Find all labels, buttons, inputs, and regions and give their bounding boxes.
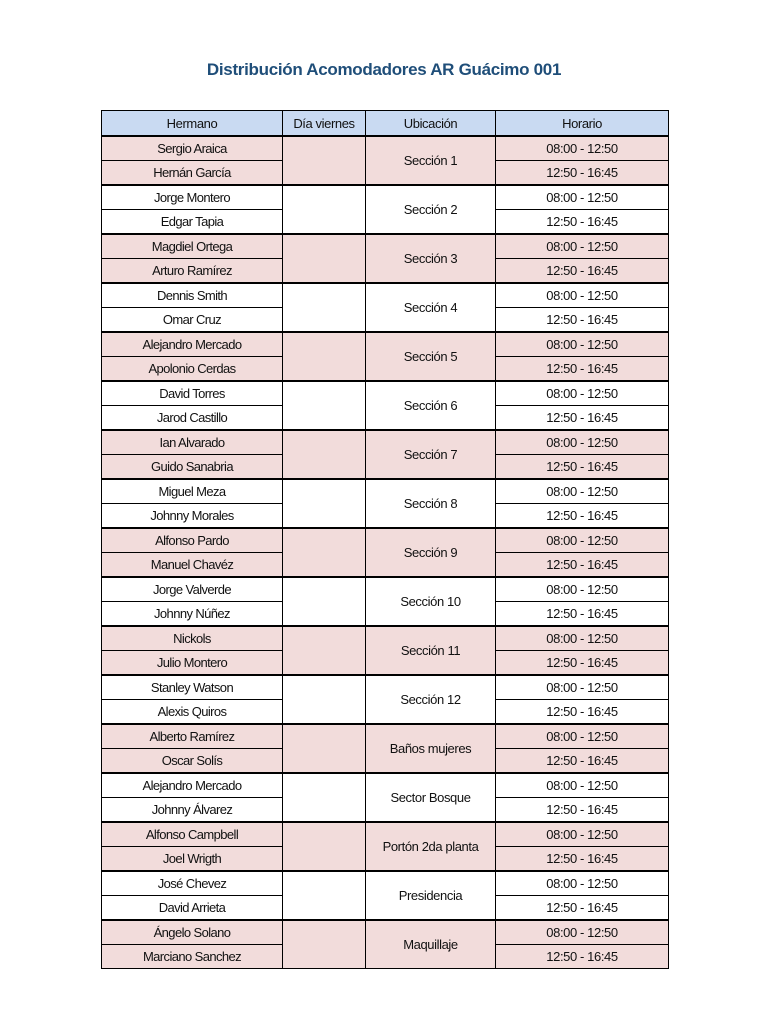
horario-cell: 12:50 - 16:45: [496, 602, 669, 627]
assignment-group: [102, 577, 669, 626]
horario-cell: 08:00 - 12:50: [496, 773, 669, 798]
table-row: [102, 920, 669, 945]
ubicacion-cell: Sección 11: [366, 626, 496, 675]
assignment-group: [102, 871, 669, 920]
hermano-cell: Alberto Ramírez: [102, 724, 283, 749]
horario-cell: 08:00 - 12:50: [496, 626, 669, 651]
ubicacion-cell: Maquillaje: [366, 920, 496, 969]
hermano-cell: Miguel Meza: [102, 479, 283, 504]
assignment-group: [102, 675, 669, 724]
dia-viernes-cell: [283, 381, 366, 430]
table-row: [102, 332, 669, 357]
dia-viernes-cell: [283, 430, 366, 479]
table-row: [102, 381, 669, 406]
assignment-group: [102, 920, 669, 969]
hermano-cell: José Chevez: [102, 871, 283, 896]
table-row: [102, 136, 669, 161]
horario-cell: 12:50 - 16:45: [496, 455, 669, 480]
ubicacion-cell: Sección 1: [366, 136, 496, 185]
horario-cell: 08:00 - 12:50: [496, 577, 669, 602]
table-row: [102, 430, 669, 455]
table-row: [102, 185, 669, 210]
horario-cell: 12:50 - 16:45: [496, 798, 669, 823]
horario-cell: 12:50 - 16:45: [496, 896, 669, 921]
hermano-cell: Alfonso Pardo: [102, 528, 283, 553]
hermano-cell: Omar Cruz: [102, 308, 283, 333]
horario-cell: 08:00 - 12:50: [496, 234, 669, 259]
assignment-group: [102, 332, 669, 381]
table-row: [102, 528, 669, 553]
table-row: [102, 479, 669, 504]
ubicacion-cell: Sección 4: [366, 283, 496, 332]
header-ubicacion: Ubicación: [366, 111, 496, 137]
dia-viernes-cell: [283, 577, 366, 626]
assignment-group: [102, 234, 669, 283]
horario-cell: 08:00 - 12:50: [496, 332, 669, 357]
hermano-cell: Alejandro Mercado: [102, 332, 283, 357]
horario-cell: 08:00 - 12:50: [496, 381, 669, 406]
horario-cell: 08:00 - 12:50: [496, 871, 669, 896]
header-horario: Horario: [496, 111, 669, 137]
table-row: [102, 234, 669, 259]
hermano-cell: Sergio Araica: [102, 136, 283, 161]
hermano-cell: Alfonso Campbell: [102, 822, 283, 847]
dia-viernes-cell: [283, 283, 366, 332]
horario-cell: 12:50 - 16:45: [496, 749, 669, 774]
ubicacion-cell: Presidencia: [366, 871, 496, 920]
horario-cell: 08:00 - 12:50: [496, 430, 669, 455]
horario-cell: 12:50 - 16:45: [496, 700, 669, 725]
horario-cell: 08:00 - 12:50: [496, 822, 669, 847]
hermano-cell: Johnny Núñez: [102, 602, 283, 627]
ubicacion-cell: Sección 3: [366, 234, 496, 283]
table-row: [102, 675, 669, 700]
table-header: [102, 111, 669, 137]
horario-cell: 12:50 - 16:45: [496, 210, 669, 235]
ubicacion-cell: Sección 8: [366, 479, 496, 528]
hermano-cell: Magdiel Ortega: [102, 234, 283, 259]
dia-viernes-cell: [283, 871, 366, 920]
hermano-cell: Stanley Watson: [102, 675, 283, 700]
assignment-group: [102, 773, 669, 822]
horario-cell: 12:50 - 16:45: [496, 406, 669, 431]
horario-cell: 12:50 - 16:45: [496, 259, 669, 284]
horario-cell: 12:50 - 16:45: [496, 651, 669, 676]
assignment-group: [102, 283, 669, 332]
ubicacion-cell: Sección 10: [366, 577, 496, 626]
ubicacion-cell: Sección 9: [366, 528, 496, 577]
ubicacion-cell: Sección 2: [366, 185, 496, 234]
ubicacion-cell: Sección 12: [366, 675, 496, 724]
hermano-cell: Jorge Montero: [102, 185, 283, 210]
dia-viernes-cell: [283, 479, 366, 528]
dia-viernes-cell: [283, 185, 366, 234]
hermano-cell: Julio Montero: [102, 651, 283, 676]
ubicacion-cell: Sección 6: [366, 381, 496, 430]
ubicacion-cell: Sección 5: [366, 332, 496, 381]
table-row: [102, 724, 669, 749]
horario-cell: 08:00 - 12:50: [496, 136, 669, 161]
hermano-cell: David Torres: [102, 381, 283, 406]
horario-cell: 08:00 - 12:50: [496, 920, 669, 945]
hermano-cell: Jarod Castillo: [102, 406, 283, 431]
ubicacion-cell: Baños mujeres: [366, 724, 496, 773]
table-row: [102, 871, 669, 896]
assignment-group: [102, 724, 669, 773]
hermano-cell: Manuel Chavéz: [102, 553, 283, 578]
dia-viernes-cell: [283, 136, 366, 185]
hermano-cell: Nickols: [102, 626, 283, 651]
horario-cell: 08:00 - 12:50: [496, 283, 669, 308]
assignment-group: [102, 136, 669, 185]
dia-viernes-cell: [283, 528, 366, 577]
hermano-cell: Arturo Ramírez: [102, 259, 283, 284]
hermano-cell: Marciano Sanchez: [102, 945, 283, 969]
dia-viernes-cell: [283, 773, 366, 822]
horario-cell: 12:50 - 16:45: [496, 504, 669, 529]
ubicacion-cell: Sector Bosque: [366, 773, 496, 822]
dia-viernes-cell: [283, 920, 366, 969]
document-title: Distribución Acomodadores AR Guácimo 001: [206, 60, 562, 79]
hermano-cell: Alexis Quiros: [102, 700, 283, 725]
header-dia-viernes: Día viernes: [283, 111, 366, 137]
hermano-cell: Johnny Álvarez: [102, 798, 283, 823]
horario-cell: 12:50 - 16:45: [496, 357, 669, 382]
dia-viernes-cell: [283, 675, 366, 724]
header-row: [102, 111, 669, 137]
hermano-cell: Joel Wrigth: [102, 847, 283, 872]
hermano-cell: Dennis Smith: [102, 283, 283, 308]
hermano-cell: Edgar Tapia: [102, 210, 283, 235]
assignment-group: [102, 381, 669, 430]
assignment-group: [102, 185, 669, 234]
header-hermano: Hermano: [102, 111, 283, 137]
hermano-cell: Ángelo Solano: [102, 920, 283, 945]
hermano-cell: Hernán García: [102, 161, 283, 186]
horario-cell: 08:00 - 12:50: [496, 724, 669, 749]
dia-viernes-cell: [283, 724, 366, 773]
hermano-cell: Alejandro Mercado: [102, 773, 283, 798]
horario-cell: 08:00 - 12:50: [496, 185, 669, 210]
assignment-group: [102, 479, 669, 528]
dia-viernes-cell: [283, 234, 366, 283]
hermano-cell: Ian Alvarado: [102, 430, 283, 455]
dia-viernes-cell: [283, 332, 366, 381]
table-row: [102, 283, 669, 308]
table-row: [102, 577, 669, 602]
horario-cell: 12:50 - 16:45: [496, 161, 669, 186]
table-row: [102, 822, 669, 847]
hermano-cell: Guido Sanabria: [102, 455, 283, 480]
dia-viernes-cell: [283, 626, 366, 675]
schedule-table: [101, 110, 669, 969]
horario-cell: 08:00 - 12:50: [496, 528, 669, 553]
dia-viernes-cell: [283, 822, 366, 871]
hermano-cell: David Arrieta: [102, 896, 283, 921]
horario-cell: 12:50 - 16:45: [496, 945, 669, 969]
hermano-cell: Jorge Valverde: [102, 577, 283, 602]
table-row: [102, 773, 669, 798]
horario-cell: 08:00 - 12:50: [496, 479, 669, 504]
horario-cell: 12:50 - 16:45: [496, 847, 669, 872]
hermano-cell: Oscar Solís: [102, 749, 283, 774]
hermano-cell: Johnny Morales: [102, 504, 283, 529]
assignment-group: [102, 528, 669, 577]
horario-cell: 12:50 - 16:45: [496, 553, 669, 578]
ubicacion-cell: Portón 2da planta: [366, 822, 496, 871]
assignment-group: [102, 430, 669, 479]
ubicacion-cell: Sección 7: [366, 430, 496, 479]
assignment-group: [102, 626, 669, 675]
hermano-cell: Apolonio Cerdas: [102, 357, 283, 382]
horario-cell: 08:00 - 12:50: [496, 675, 669, 700]
table-row: [102, 626, 669, 651]
assignment-group: [102, 822, 669, 871]
horario-cell: 12:50 - 16:45: [496, 308, 669, 333]
